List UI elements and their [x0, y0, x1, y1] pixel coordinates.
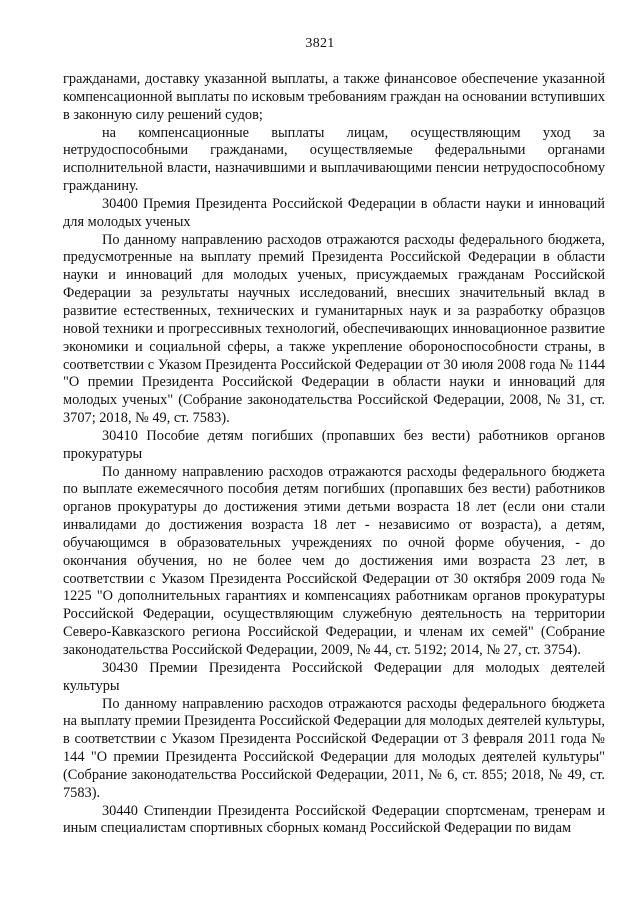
- section-heading-30400: 30400 Премия Президента Российской Федерации в области науки и инноваций для молодых ученых: [63, 195, 605, 230]
- paragraph-continuation: гражданами, доставку указанной выплаты, а также финансовое обеспечение указанной компенсационной выплаты по исковым требованиям граждан на основании вступивших в законную силу решений судов;: [63, 71, 605, 123]
- paragraph-30410-description: По данному направлению расходов отражаются расходы федерального бюджета по выплате ежемесячного пособия детям погибших (пропавших без вести) работников органов прокуратуры до достижения этими детьми возраста 18 лет (если они стали инвалидами до достижения возраста 18 лет - независимо от возраста), а детям, обучающимся в образовательных учреждениях по очной форме обучения, - до окончания обучения, но не более чем до достижения ими возраста 23 лет, в соответствии с Указом Президента Российской Федерации от 30 октября 2009 года № 1225 "О дополнительных гарантиях и компенсациях работникам органов прокуратуры Российской Федерации, осуществляющим служебную деятельность на территории Северо-Кавказского региона Российской Федерации, и членам их семей" (Собрание законодательства Российской Федерации, 2009, № 44, ст. 5192; 2014, № 27, ст. 3754).: [63, 463, 605, 658]
- paragraph-30400-description: По данному направлению расходов отражаются расходы федерального бюджета, предусмотренные на выплату премий Президента Российской Федерации в области науки и инноваций для молодых ученых, присуждаемых гражданам Российской Федерации за результаты научных исследований, внесших значительный вклад в развитие естественных, технических и гуманитарных наук и за разработку образцов новой техники и прогрессивных технологий, обеспечивающих инновационное развитие экономики и социальной сферы, а также укрепление обороноспособности страны, в соответствии с Указом Президента Российской Федерации от 30 июля 2008 года № 1144 "О премии Президента Российской Федерации в области науки и инноваций для молодых ученых" (Собрание законодательства Российской Федерации, 2008, № 31, ст. 3707; 2018, № 49, ст. 7583).: [63, 231, 605, 427]
- paragraph-30430-description: По данному направлению расходов отражаются расходы федерального бюджета на выплату премии Президента Российской Федерации для молодых деятелей культуры, в соответствии с Указом Президента Российской Федерации от 3 февраля 2011 года № 144 "О премии Президента Российской Федерации для молодых деятелей культуры" (Собрание законодательства Российской Федерации, 2011, № 6, ст. 855; 2018, № 49, ст. 7583).: [63, 695, 605, 801]
- section-heading-30410: 30410 Пособие детям погибших (пропавших без вести) работников органов прокуратуры: [63, 427, 605, 462]
- page-number: 3821: [305, 36, 335, 51]
- paragraph-caregiver-payments: на компенсационные выплаты лицам, осуществляющим уход за нетрудоспособными гражданами, осуществляемые федеральными органами исполнительной власти, назначившими и выплачивающими пенсии нетрудоспособному гражданину.: [63, 124, 605, 195]
- section-heading-30440: 30440 Стипендии Президента Российской Федерации спортсменам, тренерам и иным специалистам спортивных сборных команд Российской Федерации по видам: [63, 802, 605, 837]
- section-heading-30430: 30430 Премии Президента Российской Федерации для молодых деятелей культуры: [63, 659, 605, 694]
- document-body: [63, 71, 605, 838]
